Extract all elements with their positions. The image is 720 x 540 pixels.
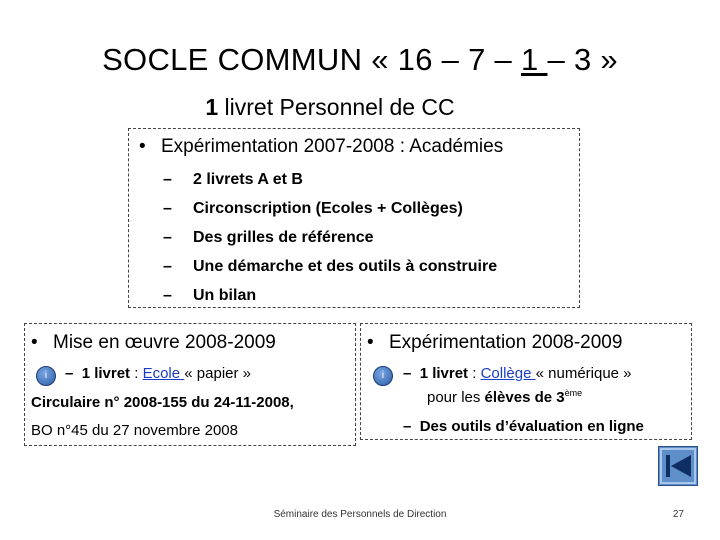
- list-item: – Des grilles de référence: [163, 229, 374, 246]
- box-right-heading-row: [367, 332, 622, 354]
- box-right-line2: pour les élèves de 3ème: [427, 388, 583, 406]
- info-icon[interactable]: i: [373, 366, 393, 386]
- subtitle-text: livret Personnel de CC: [218, 94, 455, 120]
- back-nav-button[interactable]: [658, 446, 698, 486]
- info-icon[interactable]: i: [36, 366, 56, 386]
- bullet: •: [139, 136, 146, 157]
- slide-subtitle: [0, 94, 660, 121]
- experimentation-2007-box: [128, 128, 580, 308]
- box-top-heading-row: [139, 136, 503, 158]
- slide-title-part3: – 3 »: [547, 42, 618, 77]
- page-number: 27: [672, 509, 684, 520]
- bullet: •: [367, 332, 374, 353]
- circulaire-text: Circulaire n° 2008-155 du 24-11-2008,: [31, 394, 294, 411]
- livret-label: 1 livret: [81, 365, 131, 382]
- college-link[interactable]: Collège: [480, 365, 536, 382]
- box-right-heading: Expérimentation 2008-2009: [389, 332, 623, 353]
- slide-title-part1: SOCLE COMMUN « 16 – 7 –: [102, 42, 522, 77]
- bo-text: BO n°45 du 27 novembre 2008: [31, 422, 238, 439]
- slide-title: [0, 42, 720, 78]
- box-left-heading-row: [31, 332, 276, 354]
- list-item: – Une démarche et des outils à construire: [163, 258, 498, 275]
- list-item: – Un bilan: [163, 287, 257, 304]
- experimentation-2008-box: [360, 323, 692, 440]
- slide-title-underlined: 1: [521, 42, 548, 77]
- mise-en-oeuvre-box: [24, 323, 356, 446]
- box-left-line1: – 1 livret : Ecole « papier »: [65, 365, 251, 382]
- box-right-line3: – Des outils d’évaluation en ligne: [403, 418, 644, 435]
- list-item: – 2 livrets A et B: [163, 171, 303, 188]
- box-top-list: [163, 165, 497, 310]
- livret-label: 1 livret: [419, 365, 469, 382]
- box-top-heading: Expérimentation 2007-2008 : Académies: [161, 136, 504, 157]
- footer-text: Séminaire des Personnels de Direction: [273, 509, 447, 520]
- box-right-line1: – 1 livret : Collège « numérique »: [403, 365, 632, 382]
- bullet: •: [31, 332, 38, 353]
- box-left-heading: Mise en œuvre 2008-2009: [53, 332, 276, 353]
- ecole-link[interactable]: Ecole: [142, 365, 185, 382]
- subtitle-number: 1: [205, 94, 219, 120]
- list-item: – Circonscription (Ecoles + Collèges): [163, 200, 463, 217]
- back-arrow-icon: [659, 447, 697, 485]
